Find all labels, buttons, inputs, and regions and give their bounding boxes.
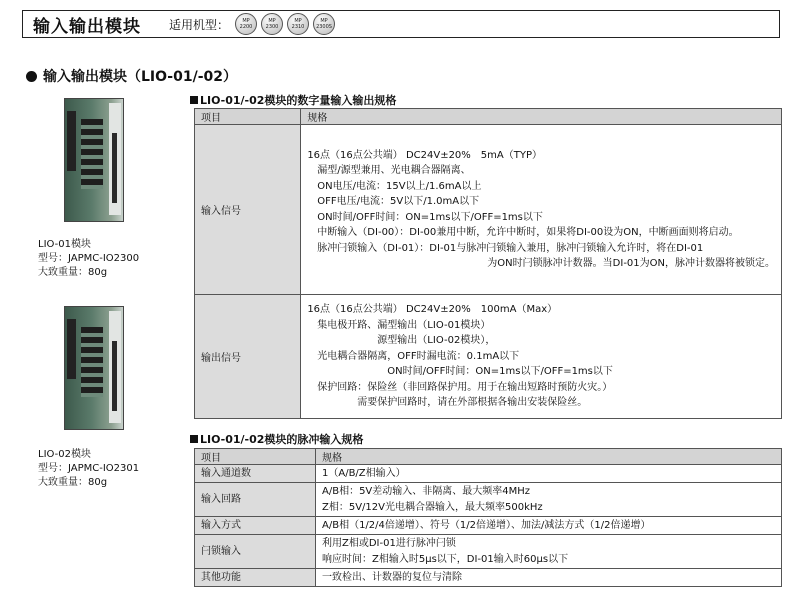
row-item: 闩锁输入 [195,535,316,569]
product-weight: 大致重量：80g [38,267,108,278]
table-row [195,295,782,419]
bullet-icon [26,71,37,82]
row-spec: 利用Z相或DI-01进行脉冲闩锁 响应时间：Z相输入时5μs以下，DI-01输入时60μs以下 [316,535,782,569]
lio-02-module-image [64,306,124,430]
product-model: 型号：JAPMC-IO2301 [38,463,140,474]
lio-01-module-image [64,98,124,222]
page-header [22,10,780,38]
digital-io-spec-table [194,108,782,419]
row-item: 输入回路 [195,483,316,517]
table-row [195,483,782,517]
table-row [195,465,782,483]
pulse-input-spec-table [194,448,782,587]
table-row [195,569,782,587]
table-header: 项目 [195,109,301,125]
row-spec: 1（A/B/Z相输入） [316,465,782,483]
row-item: 输入信号 [195,125,301,295]
square-bullet-icon [190,96,198,104]
model-badge-mp2300: MP 2300 [261,13,283,35]
product-weight: 大致重量：80g [38,477,108,488]
model-badge-mp2310: MP 2310 [287,13,309,35]
table2-title: LIO-01/-02模块的脉冲输入规格 [190,431,363,447]
row-item: 输出信号 [195,295,301,419]
square-bullet-icon [190,435,198,443]
product-name: LIO-02模块 [38,449,92,460]
row-spec: 16点（16点公共端） DC24V±20% 100mA（Max） 集电极开路、漏型输出（LIO-01模块） 源型输出（LIO-02模块）， 光电耦合器隔离，OFF时漏电流：0.1mA以下 ON时间/OFF时间：ON=1ms以下/OFF=1ms以下 保护回路：保险丝（非回路保护用。用于在输出短路时预防火灾。） 需要保护回路时，请在外部根据各输出安装保险丝。 [301,295,782,419]
page-title: 输入输出模块 [33,16,141,37]
table-header: 规格 [316,449,782,465]
model-badge-mp2200: MP 2200 [235,13,257,35]
model-badges [231,13,335,35]
table-row [195,125,782,295]
model-badge-mp2300s: MP 2300S [313,13,335,35]
row-spec: 一致检出、计数器的复位与清除 [316,569,782,587]
product-name: LIO-01模块 [38,239,92,250]
lio-01-caption [38,238,139,280]
row-spec: 16点（16点公共端） DC24V±20% 5mA（TYP） 漏型/源型兼用、光电耦合器隔离、 ON电压/电流：15V以上/1.6mA以上 OFF电压/电流：5V以下/1.0mA以下 ON时间/OFF时间：ON=1ms以下/OFF=1ms以下 中断输入（DI-00）：DI-00兼用中断，允许中断时，如果将DI-00设为ON，中断画面则将启动。 脉冲闩锁输入（DI-01）：DI-01与脉冲闩锁输入兼用，脉冲闩锁输入允许时，将在DI-01 为ON时闩锁脉冲计数器。当DI-01为ON，脉冲计数器将被锁定。 [301,125,782,295]
table-header: 规格 [301,109,782,125]
table1-title: LIO-01/-02模块的数字量输入输出规格 [190,92,396,108]
section-heading: 输入输出模块（LIO-01/-02） [26,66,237,86]
row-spec: A/B相（1/2/4倍递增）、符号（1/2倍递增）、加法/减法方式（1/2倍递增） [316,517,782,535]
lio-02-caption [38,448,139,490]
product-model: 型号：JAPMC-IO2300 [38,253,140,264]
row-item: 输入通道数 [195,465,316,483]
table-row [195,535,782,569]
row-item: 其他功能 [195,569,316,587]
applicable-models-label: 适用机型： [169,17,230,32]
row-item: 输入方式 [195,517,316,535]
table-row [195,517,782,535]
table-header: 项目 [195,449,316,465]
row-spec: A/B相：5V差动输入、非隔离、最大频率4MHz Z相：5V/12V光电耦合器输入，最大频率500kHz [316,483,782,517]
